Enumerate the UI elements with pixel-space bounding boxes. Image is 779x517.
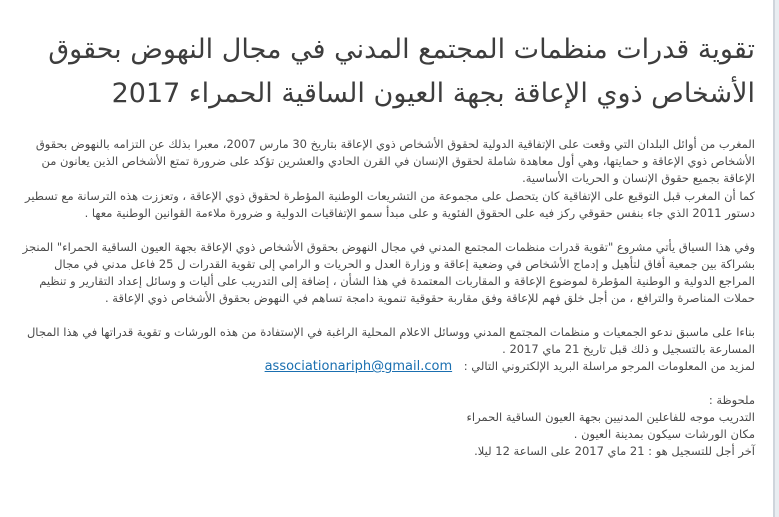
email-link[interactable]: associationariph@gmail.com (264, 359, 453, 374)
scrollbar-track[interactable] (775, 0, 779, 517)
note-item: التدريب موجه للفاعلين المدنيين بجهة العيون الساقية الحمراء (466, 410, 755, 424)
article-content (18, 28, 755, 460)
contact-label: لمزيد من المعلومات المرجو مراسلة البريد الإلكتروني التالي : (463, 359, 755, 373)
paragraph-convention: المغرب من أوائل البلدان التي وقعت على الإتفاقية الدولية لحقوق الأشخاص ذوي الإعاقة بتاريخ 30 مارس 2007، معبرا بذلك عن التزامه بالنهوض بحقوق الأشخاص ذوي الإعاقة و حمايتها، وهي أول معاهدة شاملة لحقوق الإنسان في القرن الحادي والعشرين تؤكد على ضرورة تمتع الأشخاص الذين يعانون من الإعاقة بجميع حقوق الإنسان و الحريات الأساسية. (35, 137, 755, 185)
note-heading: ملحوظة : (708, 393, 755, 407)
note-item: مكان الورشات سيكون بمدينة العيون . (573, 427, 755, 441)
paragraph-legislation: كما أن المغرب قبل التوقيع على الإتفاقية كان يتحصل على مجموعة من التشريعات الوطنية المؤطرة لحقوق ذوي الإعاقة ، وتعززت هذه الترسانة مع تسطير دستور 2011 الذي جاء بنفس حقوقي ركز فيه على الحقوق الفئوية و على مبدأ سمو الإتفاقيات الدولية و ضرورة ملاءمة القوانين الوطنية معها . (24, 189, 755, 220)
article-title: تقوية قدرات منظمات المجتمع المدني في مجال النهوض بحقوق الأشخاص ذوي الإعاقة بجهة العيون الساقية الحمراء 2017 (48, 34, 755, 109)
notes-block (18, 392, 755, 460)
spacer (18, 375, 755, 392)
note-item: آخر أجل للتسجيل هو : 21 ماي 2017 على الساعة 12 ليلا. (474, 444, 755, 458)
contact-line (18, 358, 755, 375)
paragraph-project: وفي هذا السياق يأتي مشروع "تقوية قدرات منظمات المجتمع المدني في مجال النهوض بحقوق الأشخاص ذوي الإعاقة بجهة العيون الساقية الحمراء" المنجز بشراكة بين جمعية أفاق لتأهيل و إدماج الأشخاص في وضعية إعاقة و وزارة العدل و الحريات و الرامي إلى تقوية القدرات ل 25 فاعل مدني في مجال المراجع الدولية و الوطنية المؤطرة لموضوع الإعاقة و المقاربات المعتمدة في هذا الشأن ، إضافة إلى التدريب على أليات و وسائل إعداد التقارير و تنظيم حملات المناصرة والترافع ، من أجل خلق فهم للإعاقة وفق مقاربة حقوقية تنموية دامجة تساهم في النهوض بحقوق الأشخاص ذوي الإعاقة . (22, 240, 755, 305)
paragraph-call: بناءا على ماسبق ندعو الجمعيات و منظمات المجتمع المدني ووسائل الاعلام المحلية الراغبة في الإستفادة من هذه الورشات و تقوية قدراتها في هذا المجال المسارعة بالتسجيل و ذلك قبل تاريخ 21 ماي 2017 . (26, 325, 755, 356)
